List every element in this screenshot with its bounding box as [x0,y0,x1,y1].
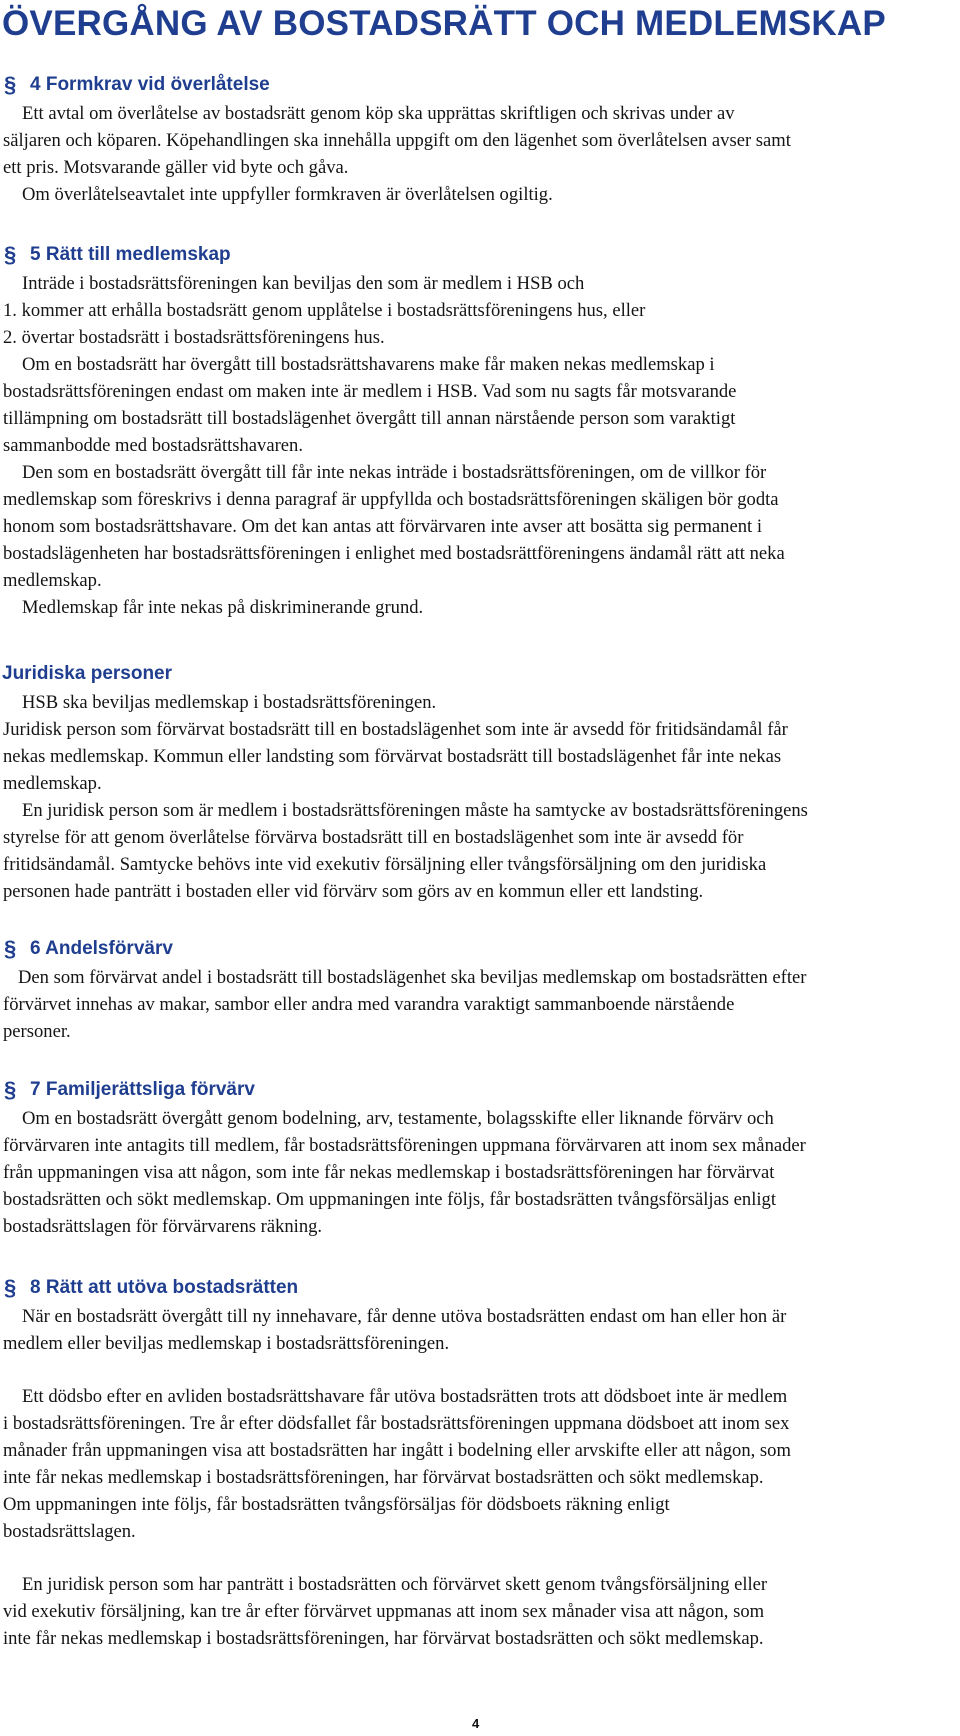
section-8-ratt-att-utova [0,1273,960,1652]
body-line: personen hade panträtt i bostaden eller vid förvärv som görs av en kommun eller ett landsting. [3,881,704,902]
list-item: 1. kommer att erhålla bostadsrätt genom upplåtelse i bostadsrättsföreningens hus, eller [3,300,646,321]
page-title: ÖVERGÅNG AV BOSTADSRÄTT OCH MEDLEMSKAP [2,4,886,43]
body-line: ett pris. Motsvarande gäller vid byte och gåva. [3,157,349,178]
body-line: medlemskap. [3,570,102,591]
body-line: Medlemskap får inte nekas på diskriminerande grund. [22,597,424,618]
body-line: bostadsrättslagen. [3,1521,136,1542]
body-line: HSB ska beviljas medlemskap i bostadsrättsföreningen. [22,692,437,713]
body-line: inte får nekas medlemskap i bostadsrättsföreningen, har förvärvat bostadsrätten och sökt medlemskap. [3,1628,764,1649]
section-heading-text: 5 Rätt till medlemskap [30,244,231,265]
section-7-familjerattsliga [0,1075,960,1240]
body-line: styrelse för att genom överlåtelse förvärva bostadsrätt till en bostadslägenhet som inte är avsedd för [3,827,744,848]
body-line: sammanbodde med bostadsrättshavaren. [3,435,303,456]
section-heading-text: 6 Andelsförvärv [30,938,173,959]
body-line: från uppmaningen visa att någon, som inte får nekas medlemskap i bostadsrättsföreningen har förvärvat [3,1162,775,1183]
body-line: medlem eller beviljas medlemskap i bostadsrättsföreningen. [3,1333,450,1354]
section-heading [0,240,960,270]
body-line: förvärvet innehas av makar, sambor eller andra med varandra varaktigt sammanboende närstående [3,994,735,1015]
body-line: bostadsrättslagen för förvärvarens räkning. [3,1216,323,1237]
body-line: bostadslägenheten har bostadsrättsföreningen i enlighet med bostadsrättföreningens ändamål rätt att neka [3,543,785,564]
paragraph-sign-icon: § [4,936,17,961]
section-heading-text: Juridiska personer [2,663,173,684]
paragraph-gap [0,1357,960,1383]
list-item: 2. övertar bostadsrätt i bostadsrättsföreningens hus. [3,327,385,348]
body-line: Om uppmaningen inte följs, får bostadsrätten tvångsförsäljas för dödsboets räkning enligt [3,1494,670,1515]
body-line: bostadsrättsföreningen endast om maken inte är medlem i HSB. Vad som nu sagts får motsvarande [3,381,737,402]
body-line: i bostadsrättsföreningen. Tre år efter dödsfallet får bostadsrättsföreningen uppmana dödsboet att inom sex [3,1413,790,1434]
section-heading [0,70,960,100]
body-line: fritidsändamål. Samtycke behövs inte vid exekutiv försäljning eller tvångsförsäljning om den juridiska [3,854,767,875]
section-juridiska-personer [0,659,960,905]
body-line: Om en bostadsrätt övergått genom bodelning, arv, testamente, bolagsskifte eller liknande förvärv och [22,1108,774,1129]
body-line: Den som en bostadsrätt övergått till får inte nekas inträde i bostadsrättsföreningen, om de villkor för [22,462,767,483]
body-line: vid exekutiv försäljning, kan tre år efter förvärvet uppmanas att inom sex månader visa att någon, som [3,1601,765,1622]
paragraph-sign-icon: § [4,242,17,267]
page-number: 4 [472,1716,480,1731]
paragraph-sign-icon: § [4,1077,17,1102]
section-heading-text: 4 Formkrav vid överlåtelse [30,74,270,95]
body-line: En juridisk person som är medlem i bostadsrättsföreningen måste ha samtycke av bostadsrättsföreningens [22,800,808,821]
section-heading-text: 8 Rätt att utöva bostadsrätten [30,1277,299,1298]
section-heading [0,934,960,964]
body-line: Den som förvärvat andel i bostadsrätt till bostadslägenhet ska beviljas medlemskap om bostadsrätten efter [18,967,807,988]
body-line: säljaren och köparen. Köpehandlingen ska innehålla uppgift om den lägenhet som överlåtelsen avser samt [3,130,791,151]
body-line: nekas medlemskap. Kommun eller landsting som förvärvat bostadsrätt till bostadslägenhet får inte nekas [3,746,782,767]
body-line: En juridisk person som har panträtt i bostadsrätten och förvärvet skett genom tvångsförsäljning eller [22,1574,768,1595]
section-6-andelsforvarv [0,934,960,1045]
section-4-formkrav [0,70,960,208]
paragraph-sign-icon: § [4,72,17,97]
section-heading [0,1273,960,1303]
body-line: När en bostadsrätt övergått till ny innehavare, får denne utöva bostadsrätten endast om han eller hon är [22,1306,787,1327]
section-heading [0,1075,960,1105]
body-line: medlemskap som föreskrivs i denna paragraf är uppfyllda och bostadsrättsföreningen skäligen bör godta [3,489,779,510]
body-line: Ett dödsbo efter en avliden bostadsrättshavare får utöva bostadsrätten trots att dödsboet inte är medlem [22,1386,788,1407]
body-line: Om överlåtelseavtalet inte uppfyller formkraven är överlåtelsen ogiltig. [22,184,553,205]
body-line: medlemskap. [3,773,102,794]
body-line: månader från uppmaningen visa att bostadsrätten har ingått i bodelning eller arvskifte eller att någon, som [3,1440,791,1461]
section-5-ratt-till-medlemskap [0,240,960,621]
paragraph-sign-icon: § [4,1275,17,1300]
body-line: Inträde i bostadsrättsföreningen kan beviljas den som är medlem i HSB och [22,273,585,294]
body-line: förvärvaren inte antagits till medlem, får bostadsrättsföreningen uppmana förvärvaren att inom sex månader [3,1135,806,1156]
body-line: tillämpning om bostadsrätt till bostadslägenhet övergått till annan närstående person som varaktigt [3,408,736,429]
body-line: honom som bostadsrättshavare. Om det kan antas att förvärvaren inte avser att bosätta sig permanent i [3,516,763,537]
body-line: personer. [3,1021,71,1042]
body-line: bostadsrätten och sökt medlemskap. Om uppmaningen inte följs, får bostadsrätten tvångsförsäljas enligt [3,1189,777,1210]
body-line: Om en bostadsrätt har övergått till bostadsrättshavarens make får maken nekas medlemskap i [22,354,715,375]
section-heading [0,659,960,689]
body-line: Ett avtal om överlåtelse av bostadsrätt genom köp ska upprättas skriftligen och skrivas under av [22,103,735,124]
body-line: Juridisk person som förvärvat bostadsrätt till en bostadslägenhet som inte är avsedd för fritidsändamål får [3,719,788,740]
body-line: inte får nekas medlemskap i bostadsrättsföreningen, har förvärvat bostadsrätten och sökt medlemskap. [3,1467,764,1488]
paragraph-gap [0,1545,960,1571]
section-heading-text: 7 Familjerättsliga förvärv [30,1079,255,1100]
